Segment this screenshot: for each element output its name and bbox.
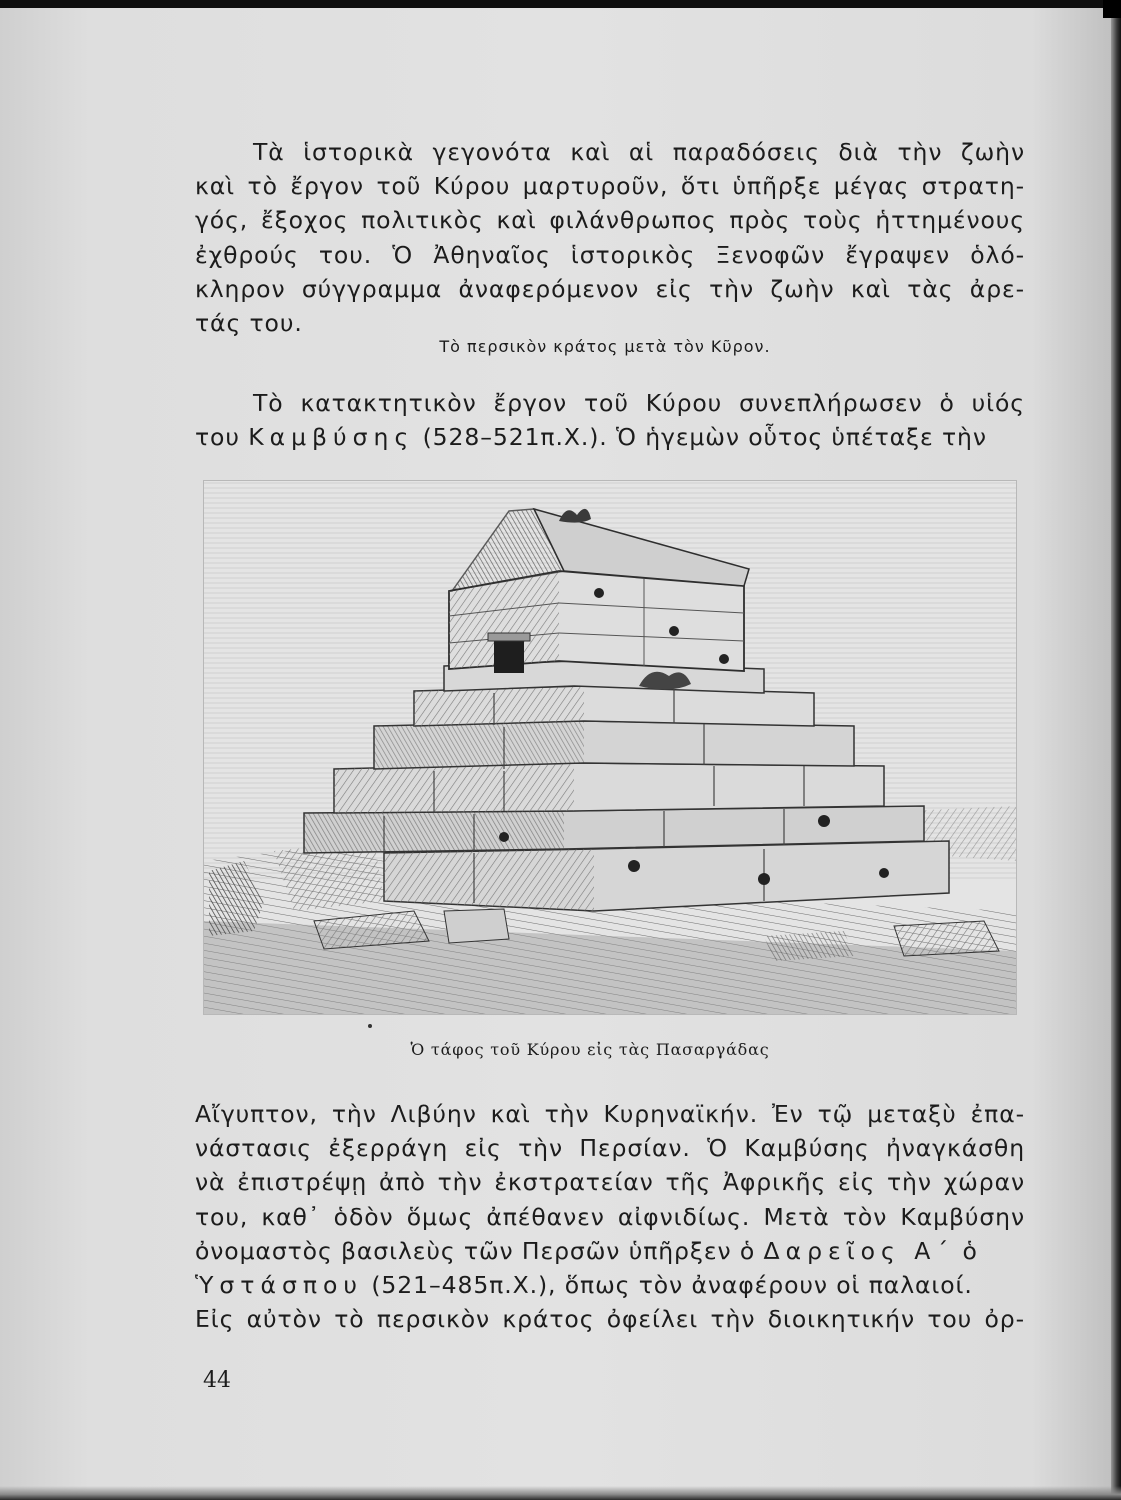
text-line [195, 420, 1025, 454]
text-run: (528–521π.Χ.). Ὁ ἡγεμὼν οὗτος ὑπέταξε τὴν [414, 423, 987, 452]
text-line [195, 1268, 1025, 1302]
text-line: Αἴγυπτον, τὴν Λιβύην καὶ τὴν Κυρηναϊκήν. Ἐν τῷ μεταξὺ ἐπα- [195, 1100, 1025, 1128]
text-line: Τὸ κατακτητικὸν ἔργον τοῦ Κύρου συνεπλήρωσεν ὁ υἱός [253, 389, 1025, 417]
name-darius: Δαρεῖος Α΄ [763, 1236, 955, 1265]
text-line [195, 1234, 1025, 1268]
text-line: νὰ ἐπιστρέψῃ ἀπὸ τὴν ἐκστρατείαν τῆς Ἀφρικῆς εἰς τὴν χώραν [195, 1168, 1025, 1197]
ink-speck [368, 1024, 372, 1028]
tomb-of-cyrus-engraving [203, 480, 1017, 1015]
name-hystaspes: Ὑστάσπου [195, 1271, 363, 1300]
paragraph-darius [195, 1097, 1025, 1336]
name-cambyses: Καμβύσης [248, 423, 415, 452]
scan-bottom-edge [0, 1486, 1121, 1500]
text-run: ὁ [954, 1236, 978, 1265]
text-line: γός, ἔξοχος πολιτικὸς καὶ φιλάνθρωπος πρὸς τοὺς ἡττημένους [195, 206, 1025, 235]
text-line: Εἰς αὐτὸν τὸ περσικὸν κράτος ὀφείλει τὴν διοικητικήν του ὀρ- [195, 1305, 1025, 1334]
text-line: τάς του. [195, 309, 303, 338]
paragraph-cyrus-legacy [195, 135, 1025, 340]
scan-corner-mark [1103, 0, 1121, 18]
text-line: Τὰ ἱστορικὰ γεγονότα καὶ αἱ παραδόσεις διὰ τὴν ζωὴν [253, 138, 1025, 166]
paragraph-cambyses [195, 386, 1025, 454]
figure-caption: Ὁ τάφος τοῦ Κύρου εἰς τὰς Πασαργάδας [410, 1040, 770, 1059]
text-line: νάστασις ἐξερράγη εἰς τὴν Περσίαν. Ὁ Καμβύσης ἠναγκάσθη [195, 1134, 1025, 1163]
scan-right-edge [1111, 0, 1121, 1500]
text-line: καὶ τὸ ἔργον τοῦ Κύρου μαρτυροῦν, ὅτι ὑπῆρξε μέγας στρατη- [195, 172, 1025, 201]
section-heading: Τὸ περσικὸν κράτος μετὰ τὸν Κῦρον. [439, 337, 771, 356]
scan-top-edge [0, 0, 1121, 8]
text-run: του [195, 423, 249, 452]
text-run: ὀνομαστὸς βασιλεὺς τῶν Περσῶν ὑπῆρξεν ὁ [195, 1236, 764, 1265]
text-line: κληρον σύγγραμμα ἀναφερόμενον εἰς τὴν ζωὴν καὶ τὰς ἀρε- [195, 274, 1025, 303]
page-number: 44 [203, 1368, 231, 1393]
text-run: (521–485π.Χ.), ὅπως τὸν ἀναφέρουν οἱ παλαιοί. [362, 1271, 973, 1300]
text-line: του, καθ᾽ ὁδὸν ὅμως ἀπέθανεν αἰφνιδίως. Μετὰ τὸν Καμβύσην [195, 1202, 1025, 1231]
text-line: ἐχθρούς του. Ὁ Ἀθηναῖος ἱστορικὸς Ξενοφῶν ἔγραψεν ὁλό- [195, 240, 1025, 269]
